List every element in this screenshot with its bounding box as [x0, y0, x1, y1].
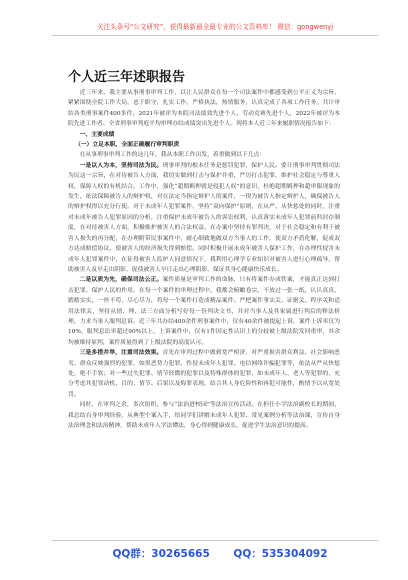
document-body: [68, 88, 340, 431]
paragraph-lead: 一是以人为本，坚持司法为民。: [79, 162, 163, 169]
paragraph-text: 首先在审判过程中做到宽严相济，对严重损害群众利益、社会影响恶劣、群众反映强烈的犯罪，如黑恶势力犯罪、性侵未成年人犯罪、电信网络诈骗犯罪等，依法从严从快惩处，绝不手软；对一些过失犯罪、情节轻微的犯罪以及特殊群体的犯罪，如未成年人、老人等犯罪的，充分考虑其犯罪动机、目的、情节、后果以及悔罪表现，结合其人身危险性和再犯可能性，酌情予以从宽处罚。: [68, 350, 340, 398]
body-paragraph: [68, 161, 340, 275]
paragraph-lead: 三是多措并举，注重司法效果。: [79, 350, 163, 357]
header-divider: [52, 35, 378, 36]
section-heading: 一、主要成绩: [79, 131, 115, 138]
body-paragraph: 同时，在审判之余，多次组织、参与“法治进校园”等法治宣传活动。在担任小学法治副校长的期间，我总结自身审判经验，从典型个案入手，给同学们讲解未成年人犯罪、常见案例分析等法治课，宣传自身法治理念和法治精神，帮助未成年人学法懂法，身心得到健康成长，促进学生法治意识的提高。: [68, 402, 340, 429]
promo-banner: 关注头条号“公文研究”，获得最新最全最专业的公文资料库！ 微信：gongwenyj: [96, 23, 334, 31]
body-paragraph: 在从事刑事审判工作的这几年，我从本职工作出发，着重做到以下几点：: [79, 152, 266, 159]
qq-text: QQ：535304092: [233, 548, 328, 560]
footer-contact: [100, 546, 340, 561]
document-title: 个人近三年述职报告: [68, 70, 186, 85]
intro-paragraph: 近三年来，我主要从事刑事审判工作，以让人民群众在每一个司法案件中都感受到公平正义为宗旨，紧紧围绕全院工作大局，忠于职守，扎实工作，严格执法，热情服务，认真完成了各项工作任务。共计审结各类刑事案件400多件，2021年被评为本院司法绩效先进个人，劳动竞赛先进个人，2022年被评为本院先进工作者、全省刑事审判庭平均审理办结成绩突出先进个人。现将本人近三年来履职情况报告如下：: [68, 90, 340, 128]
paragraph-text: 刑事审判的根本任务是惩罚犯罪，保护人民。要让刑事审判贯彻司法为民这一宗旨，在对待被告人方面，我切实做到打击与保护并重，严厉打击犯罪，维护社会稳定与尊重人权，保障人权的有机结合。工作中，强化“超期羁押就是侵犯人权”的意识，杜绝超期羁押和超审限现象的发生，依法保障被告人的辩护权，对在法定当指定辩护人的案件，一律为被告人指定辩护人，确保被告人的辩护权得以充分行使。对于未成年人犯罪案件，坚持“双向保护”原则，在从严、从快惩处的同时，注重对未成年被告人犯罪原因的分析，注重保护未成年被告人的诉讼权利，认真落实未成年人犯罪前科封存制度，在对待被害人方面，积极维护被害人的合法权益。在办案中坚持有罪判决，对于社会稳定和有利于被害人损失的再分配，在办理附带民事案件中，耐心细致地做双方当事人的工作，使双方矛盾化解，促成双方达成赔偿协议，使被害人的经济损失得到赔偿。同时积极开展未成年被害人保护工作，在办理性侵害未成年人犯罪案件中，在征得被害人监护人同意情况下，我利用心理学专业知识对被害人进行心理疏导，帮助被害人及早走出阴影，促使被害人早日走出心理阴影，保证其身心健康快乐成长。: [68, 162, 340, 273]
paragraph-text: 案件质量是审判工作的命脉，只有将案件办成铁案，才能真正达到打击犯罪、保护人民的作用。在每一个案件的审理过程中，我都会俯瞰卷宗，不放过一张一纸，认认真真，踏踏实实，一丝不苟，尽心尽力，将每一个案件打造成精品案件。严把案件事实关、证据关、程序关和适用法律关，坚持从情、理、法三方面分析写好每一份判决文书，并对当事人及其家属进行判后的释法析理，力求当事人服判息诉。近三年共办结400余件刑事案件中，仅有40余件被提起上诉，案件上诉率仅为10%，服判息讼率超过90%以上，上诉案件中，仅有1件因定性认识上的分歧被上级法院发回重审，其余均被维持原判，案件质量得到了上级法院的高度认可。: [68, 277, 340, 346]
footer-divider: [52, 540, 378, 541]
qq-group-text: QQ群：30265665: [112, 548, 210, 560]
paragraph-lead: 二是以质为先，确保司法公正。: [79, 277, 163, 284]
subsection-heading: （一）立足本职，全面正确履行审判职责: [74, 142, 180, 149]
body-paragraph: [68, 275, 340, 348]
body-paragraph: [68, 348, 340, 400]
